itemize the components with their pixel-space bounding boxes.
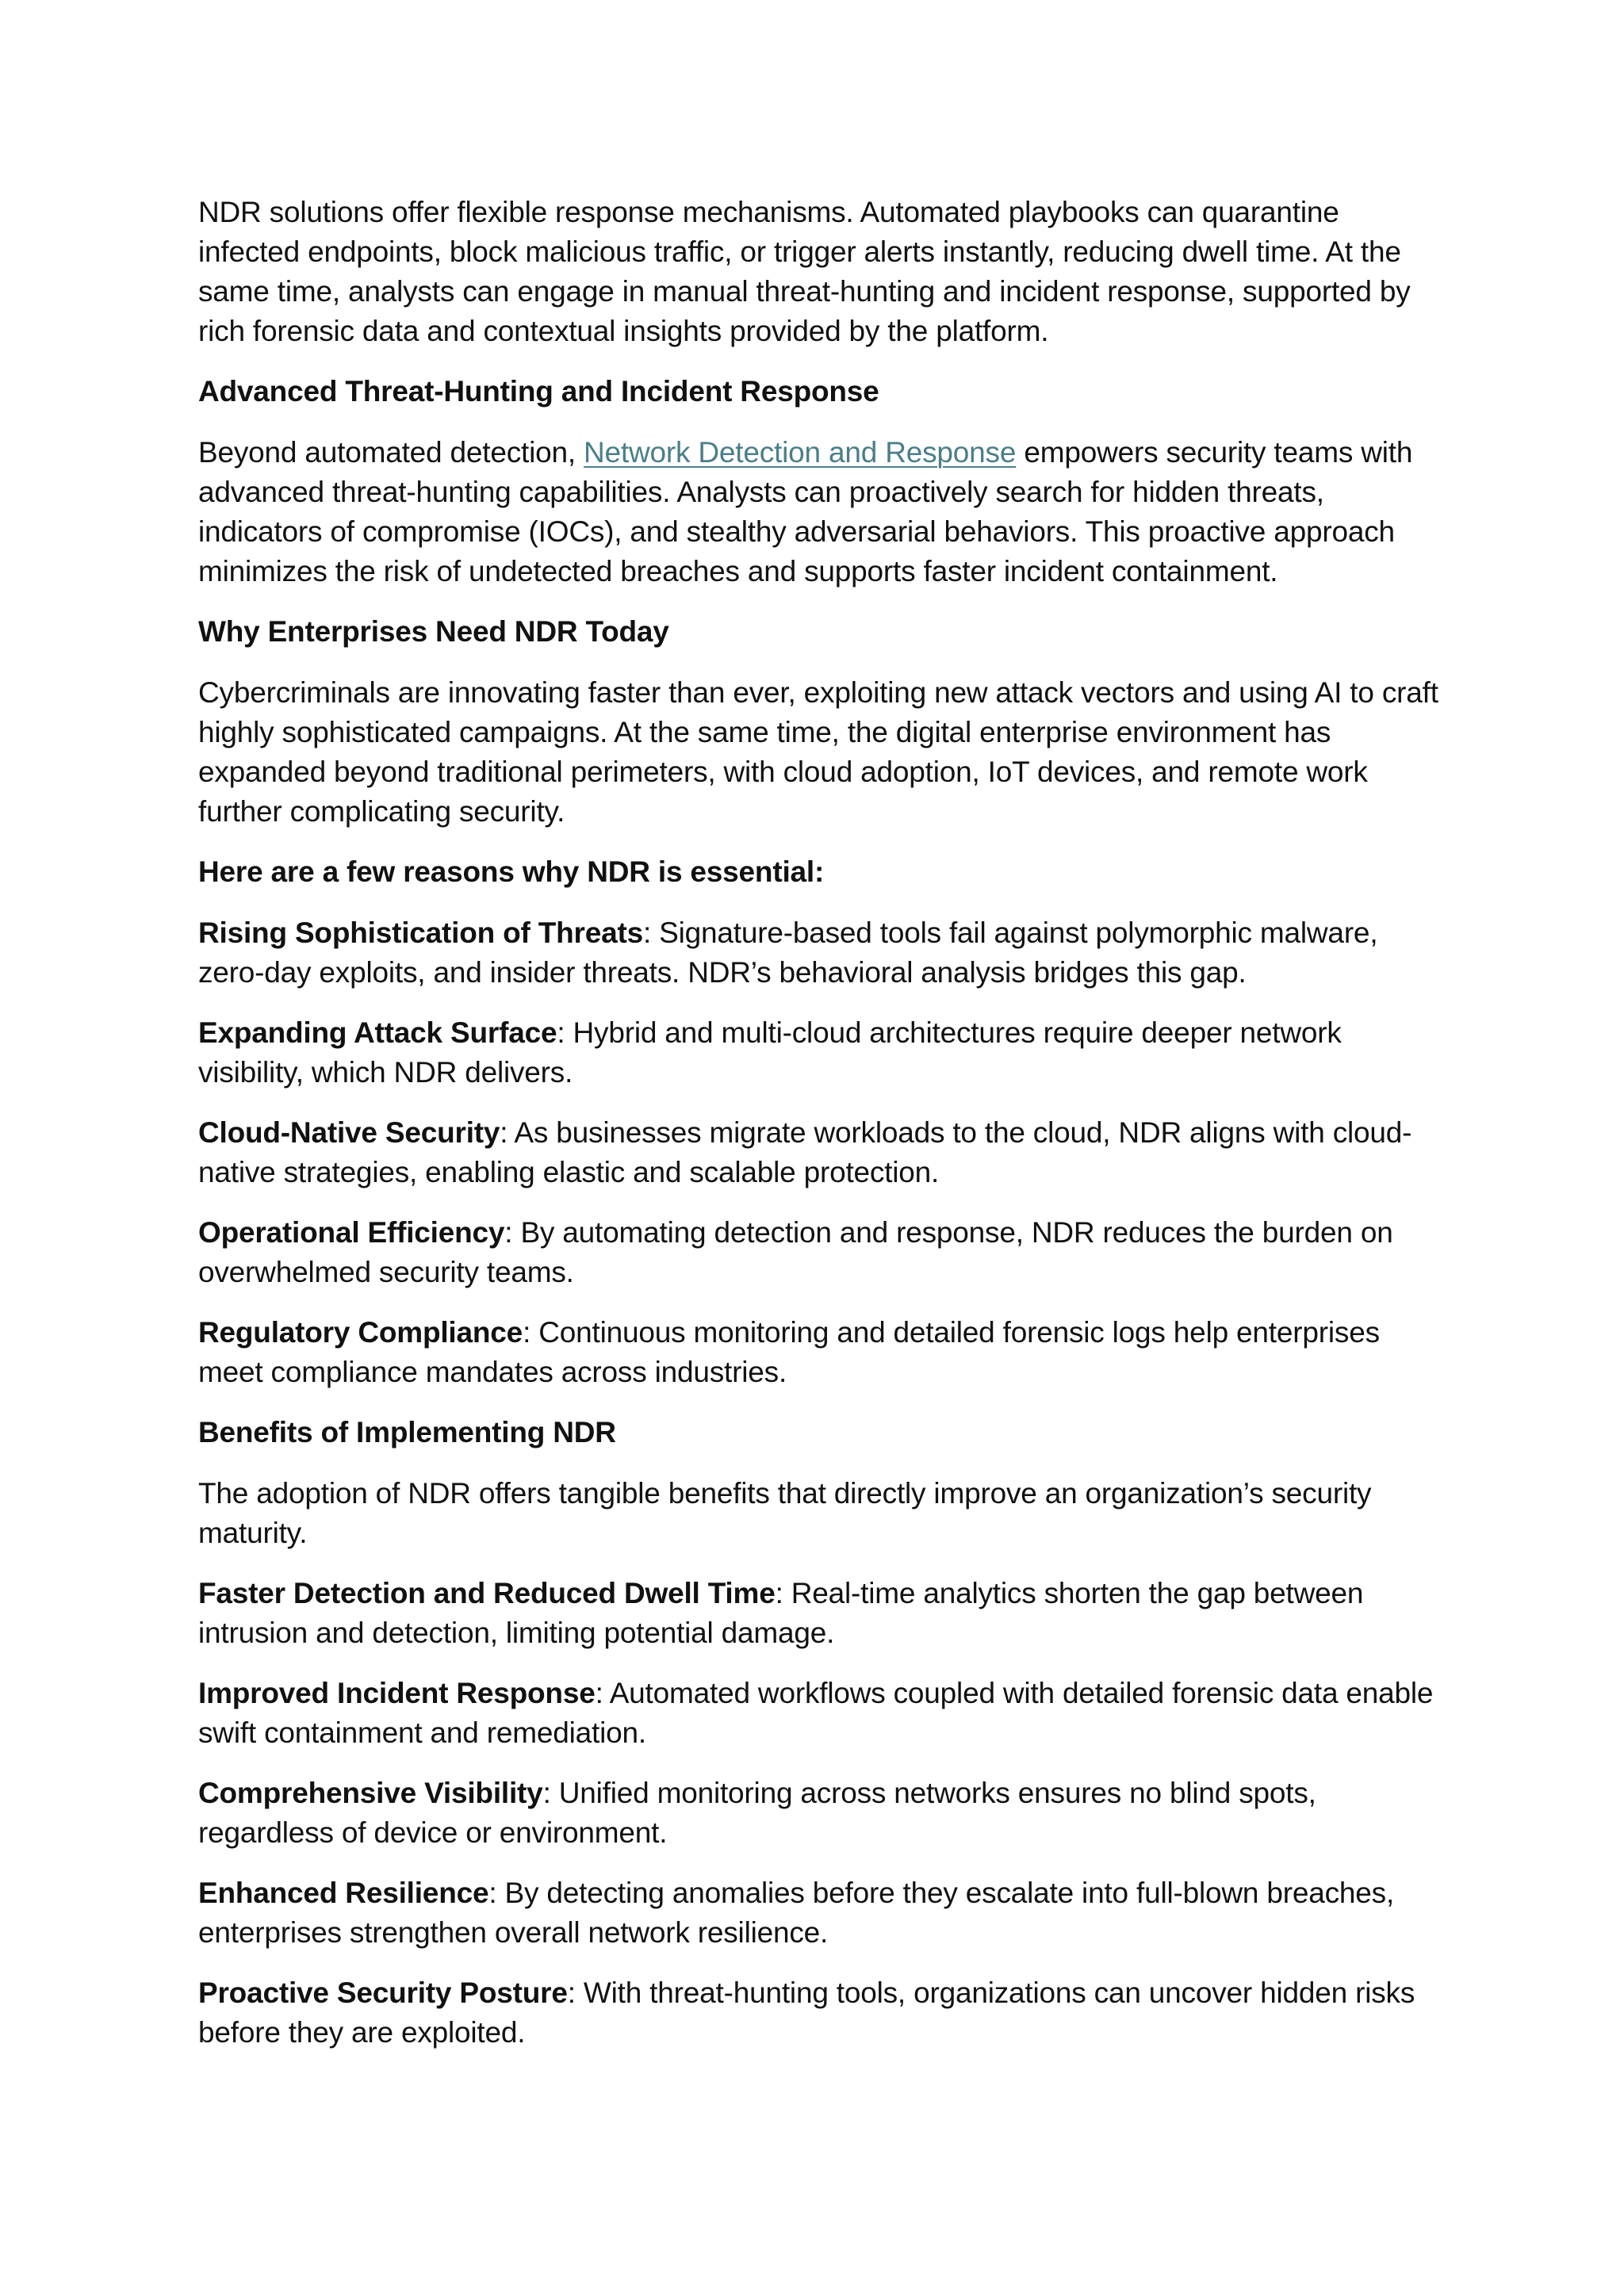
reason-item xyxy=(198,1013,1443,1093)
ndr-link[interactable]: Network Detection and Response xyxy=(584,436,1017,469)
benefit-term: Proactive Security Posture xyxy=(198,1976,568,2009)
benefit-term: Comprehensive Visibility xyxy=(198,1777,543,1809)
heading-benefits: Benefits of Implementing NDR xyxy=(198,1416,616,1448)
heading-reasons: Here are a few reasons why NDR is essential: xyxy=(198,855,825,888)
benefit-term: Enhanced Resilience xyxy=(198,1877,489,1909)
reason-term: Operational Efficiency xyxy=(198,1216,505,1249)
benefit-term: Faster Detection and Reduced Dwell Time xyxy=(198,1577,776,1609)
why-ndr-paragraph: Cybercriminals are innovating faster than ever, exploiting new attack vectors and using AI to craft highly sophisticated campaigns. At the same time, the digital enterprise environment has expanded beyond traditional perimeters, with cloud adoption, IoT devices, and remote work further complicating security. xyxy=(198,676,1438,828)
benefit-term: Improved Incident Response xyxy=(198,1677,596,1709)
reason-desc: : Continuous monitoring and detailed forensic logs help enterprises meet compliance mandates across industries. xyxy=(198,1316,1380,1388)
reason-item xyxy=(198,1113,1443,1192)
reason-item xyxy=(198,913,1443,993)
benefit-desc: : Automated workflows coupled with detailed forensic data enable swift containment and remediation. xyxy=(198,1677,1434,1749)
benefits-paragraph: The adoption of NDR offers tangible benefits that directly improve an organization’s security maturity. xyxy=(198,1477,1372,1549)
document-page xyxy=(198,193,1443,2073)
benefit-item xyxy=(198,1873,1443,1953)
reason-desc: : Hybrid and multi-cloud architectures require deeper network visibility, which NDR delivers. xyxy=(198,1016,1342,1089)
benefit-item xyxy=(198,1674,1443,1753)
threat-hunting-text-after: empowers security teams with advanced threat-hunting capabilities. Analysts can proactively search for hidden threats, indicators of compromise (IOCs), and stealthy adversarial behaviors. This proactive approach minimizes the risk of undetected breaches and supports faster incident containment. xyxy=(198,436,1413,587)
threat-hunting-paragraph xyxy=(198,433,1443,591)
threat-hunting-text-before: Beyond automated detection, xyxy=(198,436,584,469)
benefit-item xyxy=(198,1574,1443,1653)
reason-item xyxy=(198,1313,1443,1392)
benefit-item xyxy=(198,1973,1443,2053)
reason-desc: : As businesses migrate workloads to the cloud, NDR aligns with cloud-native strategies, enabling elastic and scalable protection. xyxy=(198,1116,1412,1188)
benefit-desc: : Real-time analytics shorten the gap between intrusion and detection, limiting potential damage. xyxy=(198,1577,1364,1649)
reason-term: Regulatory Compliance xyxy=(198,1316,523,1349)
heading-why-ndr: Why Enterprises Need NDR Today xyxy=(198,615,669,648)
reason-desc: : Signature-based tools fail against polymorphic malware, zero-day exploits, and insider threats. NDR’s behavioral analysis bridges this gap. xyxy=(198,916,1378,989)
reason-term: Rising Sophistication of Threats xyxy=(198,916,643,949)
intro-paragraph: NDR solutions offer flexible response mechanisms. Automated playbooks can quarantine infected endpoints, block malicious traffic, or trigger alerts instantly, reducing dwell time. At the same time, analysts can engage in manual threat-hunting and incident response, supported by rich forensic data and contextual insights provided by the platform. xyxy=(198,196,1411,347)
reason-term: Expanding Attack Surface xyxy=(198,1016,557,1049)
heading-threat-hunting: Advanced Threat-Hunting and Incident Response xyxy=(198,375,879,408)
benefit-desc: : By detecting anomalies before they escalate into full-blown breaches, enterprises strengthen overall network resilience. xyxy=(198,1877,1395,1949)
reason-desc: : By automating detection and response, NDR reduces the burden on overwhelmed security teams. xyxy=(198,1216,1393,1288)
benefit-desc: : With threat-hunting tools, organizations can uncover hidden risks before they are exploited. xyxy=(198,1976,1415,2049)
reason-item xyxy=(198,1213,1443,1292)
benefit-item xyxy=(198,1774,1443,1853)
benefit-desc: : Unified monitoring across networks ensures no blind spots, regardless of device or environment. xyxy=(198,1777,1316,1849)
reason-term: Cloud-Native Security xyxy=(198,1116,500,1149)
